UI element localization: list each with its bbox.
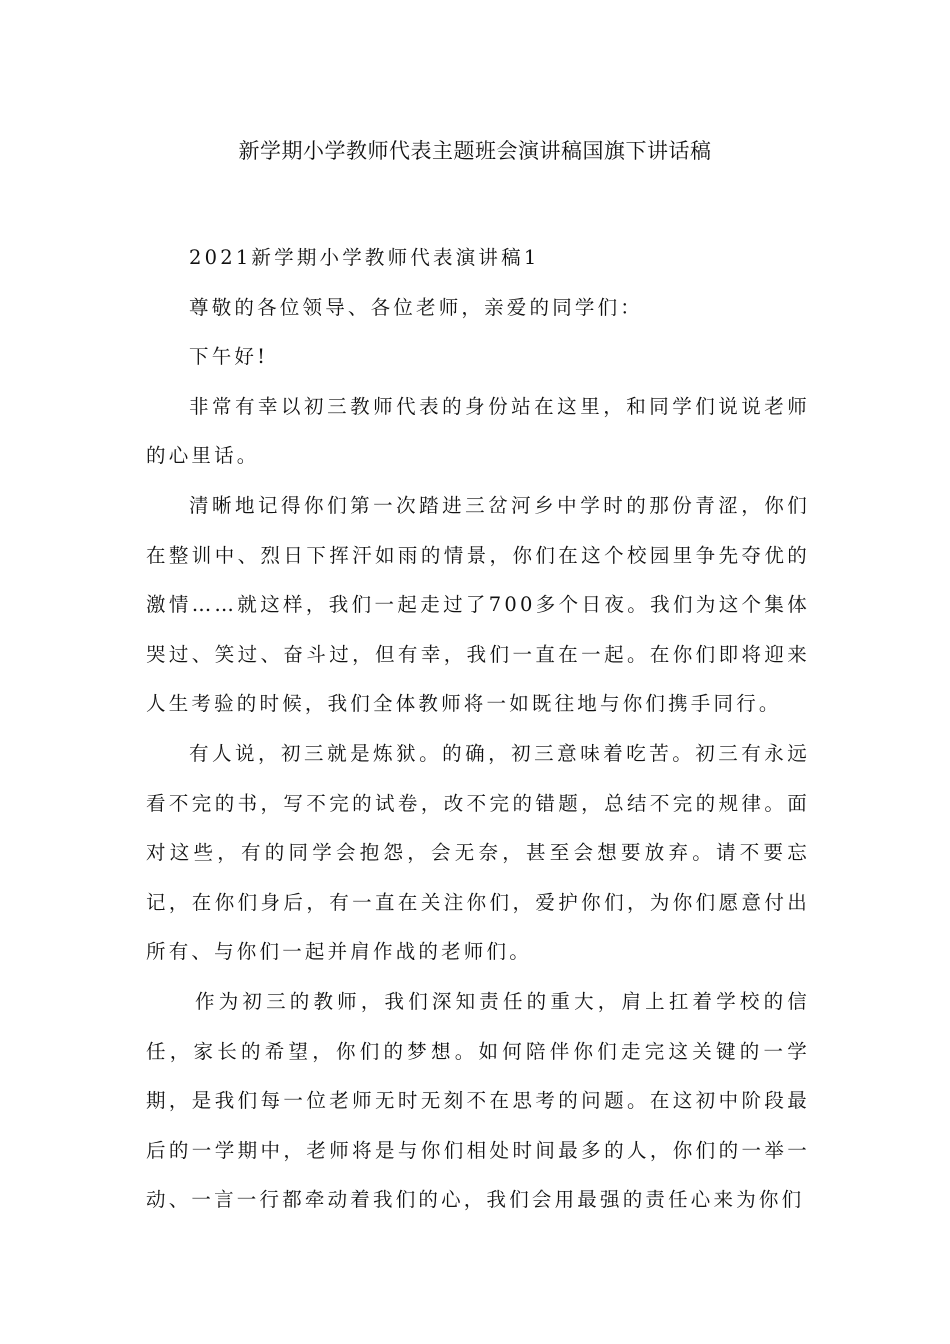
body-paragraph: 作为初三的教师，我们深知责任的重大，肩上扛着学校的信任，家长的希望，你们的梦想。如何陪伴你们走完这关键的一学期，是我们每一位老师无时无刻不在思考的问题。在这初中阶段最后的一学期中，老师将是与你们相处时间最多的人，你们的一举一动、一言一行都牵动着我们的心，我们会用最强的责任心来为你们 [146,989,810,1212]
body-paragraph: 有人说，初三就是炼狱。的确，初三意味着吃苦。初三有永远看不完的书，写不完的试卷，改不完的错题，总结不完的规律。面对这些，有的同学会抱怨，会无奈，甚至会想要放弃。请不要忘记，在你们身后，有一直在关注你们，爱护你们，为你们愿意付出所有、与你们一起并肩作战的老师们。 [146,741,810,964]
document-body [146,233,810,1225]
body-paragraph: 清晰地记得你们第一次踏进三岔河乡中学时的那份青涩，你们在整训中、烈日下挥汗如雨的情景，你们在这个校园里争先夺优的激情……就这样，我们一起走过了700多个日夜。我们为这个集体哭过、笑过、奋斗过，但有幸，我们一直在一起。在你们即将迎来人生考验的时候，我们全体教师将一如既往地与你们携手同行。 [146,493,810,716]
speech-heading: 2021新学期小学教师代表演讲稿1 [189,246,540,269]
greeting: 下午好! [189,345,269,369]
document-title: 新学期小学教师代表主题班会演讲稿国旗下讲话稿 [238,139,712,163]
salutation: 尊敬的各位领导、各位老师，亲爱的同学们： [189,295,644,319]
body-paragraph: 非常有幸以初三教师代表的身份站在这里，和同学们说说老师的心里话。 [146,394,810,468]
